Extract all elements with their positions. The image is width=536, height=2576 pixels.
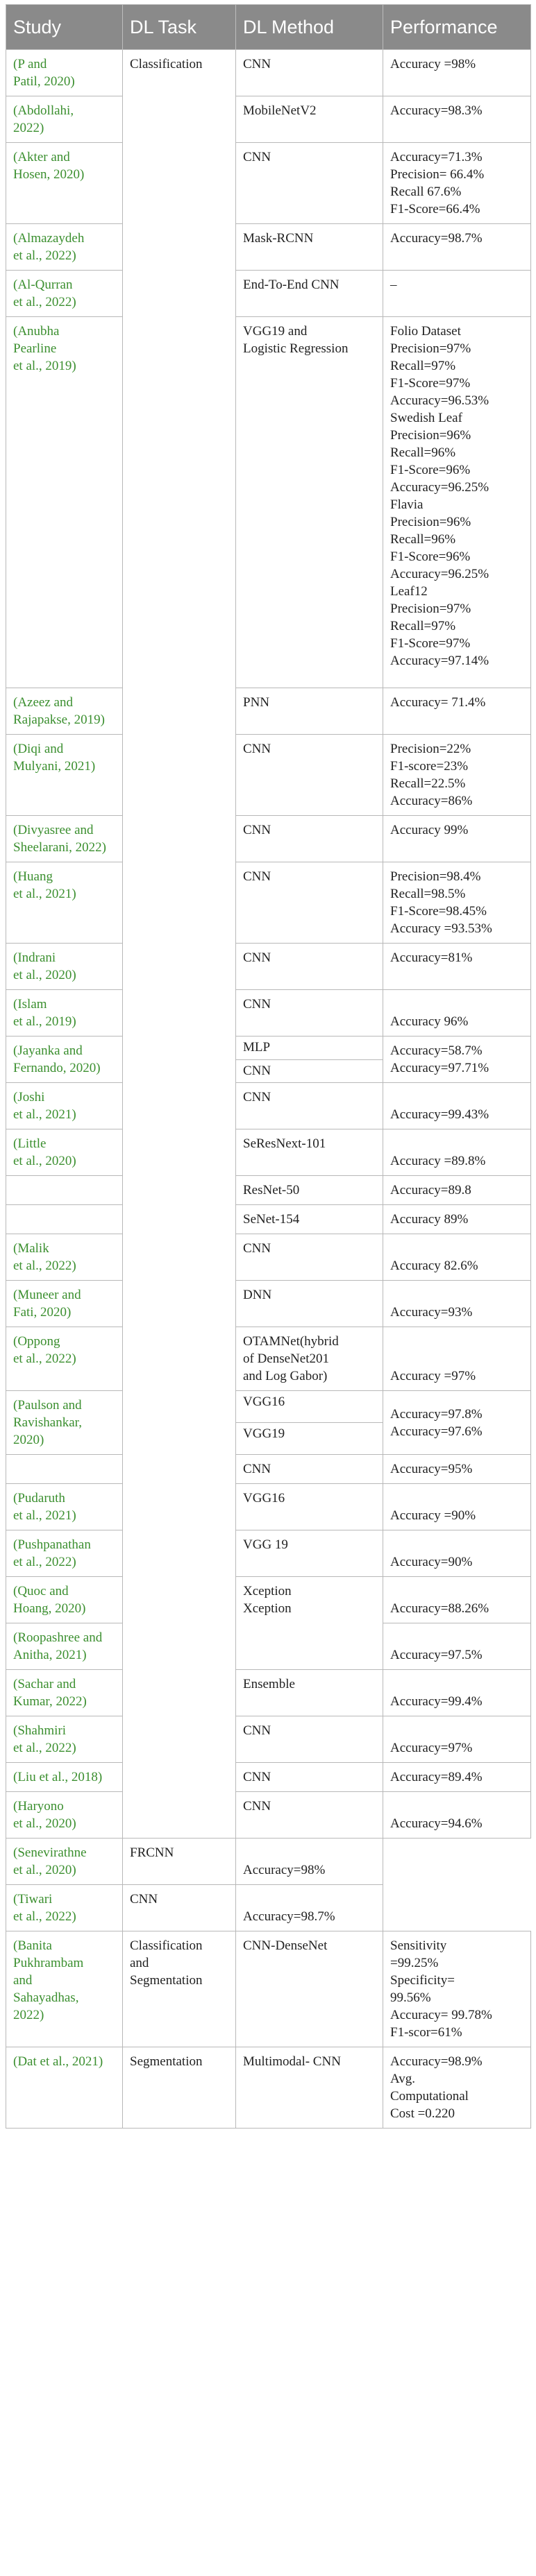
table-row <box>6 1455 531 1484</box>
study-link[interactable]: (Muneer and Fati, 2020) <box>6 1281 123 1327</box>
study-link[interactable]: (Pudaruth et al., 2021) <box>6 1484 123 1530</box>
empty-study-cell <box>6 1176 123 1205</box>
method-cell: CNN <box>236 816 383 862</box>
table-row <box>6 1037 531 1060</box>
table-row <box>6 224 531 271</box>
performance-cell: Accuracy=58.7% Accuracy=97.71% <box>383 1037 531 1083</box>
performance-cell: Accuracy=97% <box>383 1716 531 1763</box>
study-link[interactable]: (Akter and Hosen, 2020) <box>6 143 123 224</box>
study-link[interactable]: (Dat et al., 2021) <box>6 2047 123 2129</box>
performance-cell: Accuracy= 71.4% <box>383 688 531 735</box>
performance-cell: Accuracy=98.3% <box>383 96 531 143</box>
method-cell: MLP <box>236 1037 383 1060</box>
method-cell: VGG19 and Logistic Regression <box>236 317 383 688</box>
header-row <box>6 5 531 50</box>
header-method: DL Method <box>236 5 383 50</box>
results-table <box>6 4 531 2129</box>
performance-cell: – <box>383 271 531 317</box>
table-row <box>6 1530 531 1577</box>
study-link[interactable]: (Oppong et al., 2022) <box>6 1327 123 1391</box>
study-link[interactable]: (Al-Qurran et al., 2022) <box>6 271 123 317</box>
method-cell: CNN <box>236 862 383 944</box>
performance-cell: Accuracy =97% <box>383 1327 531 1391</box>
performance-cell: Accuracy=88.26% <box>383 1577 531 1623</box>
performance-cell: Precision=98.4% Recall=98.5% F1-Score=98.45% Accuracy =93.53% <box>383 862 531 944</box>
table-row <box>6 1839 531 1885</box>
table-row <box>6 1577 531 1623</box>
study-link[interactable]: (Senevirathne et al., 2020) <box>6 1839 123 1885</box>
performance-cell: Sensitivity =99.25% Specificity= 99.56% Accuracy= 99.78% F1-scor=61% <box>383 1931 531 2047</box>
study-link[interactable]: (Anubha Pearline et al., 2019) <box>6 317 123 688</box>
performance-cell: Accuracy=89.4% <box>383 1763 531 1792</box>
study-link[interactable]: (P and Patil, 2020) <box>6 50 123 96</box>
performance-cell: Accuracy=89.8 <box>383 1176 531 1205</box>
performance-cell: Accuracy=99.43% <box>383 1083 531 1129</box>
table-row <box>6 1885 531 1931</box>
method-cell: Ensemble <box>236 1670 383 1716</box>
performance-cell: Accuracy=94.6% <box>383 1792 531 1839</box>
study-link[interactable]: (Tiwari et al., 2022) <box>6 1885 123 1931</box>
method-cell: CNN <box>236 143 383 224</box>
method-cell: ResNet-50 <box>236 1176 383 1205</box>
method-cell: SeResNext-101 <box>236 1129 383 1176</box>
method-cell: SeNet-154 <box>236 1205 383 1234</box>
study-link[interactable]: (Joshi et al., 2021) <box>6 1083 123 1129</box>
header-task: DL Task <box>123 5 236 50</box>
study-link[interactable]: (Haryono et al., 2020) <box>6 1792 123 1839</box>
table-row <box>6 96 531 143</box>
method-cell: Xception Xception <box>236 1577 383 1670</box>
method-cell: MobileNetV2 <box>236 96 383 143</box>
study-link[interactable]: (Almazaydeh et al., 2022) <box>6 224 123 271</box>
performance-cell: Accuracy=97.5% <box>383 1623 531 1670</box>
study-link[interactable]: (Diqi and Mulyani, 2021) <box>6 735 123 816</box>
method-cell: Multimodal- CNN <box>236 2047 383 2129</box>
study-link[interactable]: (Shahmiri et al., 2022) <box>6 1716 123 1763</box>
header-study: Study <box>6 5 123 50</box>
performance-cell: Accuracy=93% <box>383 1281 531 1327</box>
table-row <box>6 1083 531 1129</box>
method-cell: CNN <box>236 735 383 816</box>
method-cell: CNN <box>236 1763 383 1792</box>
table-row <box>6 1129 531 1176</box>
table-row <box>6 1234 531 1281</box>
method-cell: VGG16 <box>236 1391 383 1423</box>
performance-cell: Precision=22% F1-score=23% Recall=22.5% Accuracy=86% <box>383 735 531 816</box>
performance-cell: Accuracy =89.8% <box>383 1129 531 1176</box>
method-cell: CNN <box>236 1083 383 1129</box>
task-cell: Classification and Segmentation <box>123 1931 236 2047</box>
empty-study-cell <box>6 1455 123 1484</box>
table-row <box>6 143 531 224</box>
method-cell: End-To-End CNN <box>236 271 383 317</box>
table-row <box>6 1484 531 1530</box>
study-link[interactable]: (Liu et al., 2018) <box>6 1763 123 1792</box>
table-row <box>6 1716 531 1763</box>
study-link[interactable]: (Paulson and Ravishankar, 2020) <box>6 1391 123 1455</box>
method-cell: VGG 19 <box>236 1530 383 1577</box>
task-cell: Segmentation <box>123 2047 236 2129</box>
performance-cell: Accuracy=98% <box>236 1839 383 1885</box>
study-link[interactable]: (Malik et al., 2022) <box>6 1234 123 1281</box>
method-cell: CNN <box>236 1234 383 1281</box>
study-link[interactable]: (Sachar and Kumar, 2022) <box>6 1670 123 1716</box>
method-cell: CNN <box>236 944 383 990</box>
method-cell: OTAMNet(hybrid of DenseNet201 and Log Gabor) <box>236 1327 383 1391</box>
table-row <box>6 735 531 816</box>
performance-cell: Accuracy=81% <box>383 944 531 990</box>
method-cell: CNN <box>236 1455 383 1484</box>
table-row <box>6 1281 531 1327</box>
study-link[interactable]: (Huang et al., 2021) <box>6 862 123 944</box>
table-row <box>6 1763 531 1792</box>
method-cell: CNN <box>236 1059 383 1083</box>
method-cell: CNN <box>236 990 383 1037</box>
method-cell: Mask-RCNN <box>236 224 383 271</box>
study-link[interactable]: (Quoc and Hoang, 2020) <box>6 1577 123 1623</box>
method-cell: CNN <box>236 1716 383 1763</box>
method-cell: VGG16 <box>236 1484 383 1530</box>
table-row <box>6 990 531 1037</box>
performance-cell: Accuracy=98.9% Avg. Computational Cost =0.220 <box>383 2047 531 2129</box>
performance-cell: Accuracy=99.4% <box>383 1670 531 1716</box>
performance-cell: Accuracy 96% <box>383 990 531 1037</box>
performance-cell: Accuracy 99% <box>383 816 531 862</box>
method-cell: PNN <box>236 688 383 735</box>
performance-cell: Accuracy=95% <box>383 1455 531 1484</box>
method-cell: VGG19 <box>236 1423 383 1455</box>
study-link[interactable]: (Azeez and Rajapakse, 2019) <box>6 688 123 735</box>
table-row <box>6 1176 531 1205</box>
table-row <box>6 816 531 862</box>
table-row <box>6 1931 531 2047</box>
table-row <box>6 1670 531 1716</box>
study-link[interactable]: (Roopashree and Anitha, 2021) <box>6 1623 123 1670</box>
performance-cell: Folio Dataset Precision=97% Recall=97% F1-Score=97% Accuracy=96.53% Swedish Leaf Precision=96% Recall=96% F1-Score=96% Accuracy=96.25% Flavia Precision=96% Recall=96% F1-Score=96% Accuracy=96.25% Leaf12 Precision=97% Recall=97% F1-Score=97% Accuracy=97.14% <box>383 317 531 688</box>
method-cell: DNN <box>236 1281 383 1327</box>
table-row <box>6 1391 531 1423</box>
table-row <box>6 271 531 317</box>
performance-cell: Accuracy=71.3% Precision= 66.4% Recall 67.6% F1-Score=66.4% <box>383 143 531 224</box>
study-link[interactable]: (Indrani et al., 2020) <box>6 944 123 990</box>
method-cell: CNN <box>123 1885 236 1931</box>
study-link[interactable]: (Divyasree and Sheelarani, 2022) <box>6 816 123 862</box>
performance-cell: Accuracy=98.7% <box>383 224 531 271</box>
table-row <box>6 1205 531 1234</box>
empty-study-cell <box>6 1205 123 1234</box>
performance-cell: Accuracy =98% <box>383 50 531 96</box>
study-link[interactable]: (Little et al., 2020) <box>6 1129 123 1176</box>
study-link[interactable]: (Abdollahi, 2022) <box>6 96 123 143</box>
task-cell: Classification <box>123 50 236 1839</box>
performance-cell: Accuracy 89% <box>383 1205 531 1234</box>
study-link[interactable]: (Banita Pukhrambam and Sahayadhas, 2022) <box>6 1931 123 2047</box>
performance-cell: Accuracy=97.8% Accuracy=97.6% <box>383 1391 531 1455</box>
method-cell: FRCNN <box>123 1839 236 1885</box>
table-row <box>6 317 531 688</box>
table-row <box>6 944 531 990</box>
table-row <box>6 1792 531 1839</box>
method-cell: CNN <box>236 50 383 96</box>
study-link[interactable]: (Pushpanathan et al., 2022) <box>6 1530 123 1577</box>
study-link[interactable]: (Islam et al., 2019) <box>6 990 123 1037</box>
performance-cell: Accuracy=90% <box>383 1530 531 1577</box>
performance-cell: Accuracy=98.7% <box>236 1885 383 1931</box>
table-row <box>6 862 531 944</box>
table-row <box>6 2047 531 2129</box>
performance-cell: Accuracy =90% <box>383 1484 531 1530</box>
table-row <box>6 50 531 96</box>
table-row <box>6 688 531 735</box>
study-link[interactable]: (Jayanka and Fernando, 2020) <box>6 1037 123 1083</box>
table-row <box>6 1327 531 1391</box>
method-cell: CNN-DenseNet <box>236 1931 383 2047</box>
performance-cell: Accuracy 82.6% <box>383 1234 531 1281</box>
header-performance: Performance <box>383 5 531 50</box>
method-cell: CNN <box>236 1792 383 1839</box>
